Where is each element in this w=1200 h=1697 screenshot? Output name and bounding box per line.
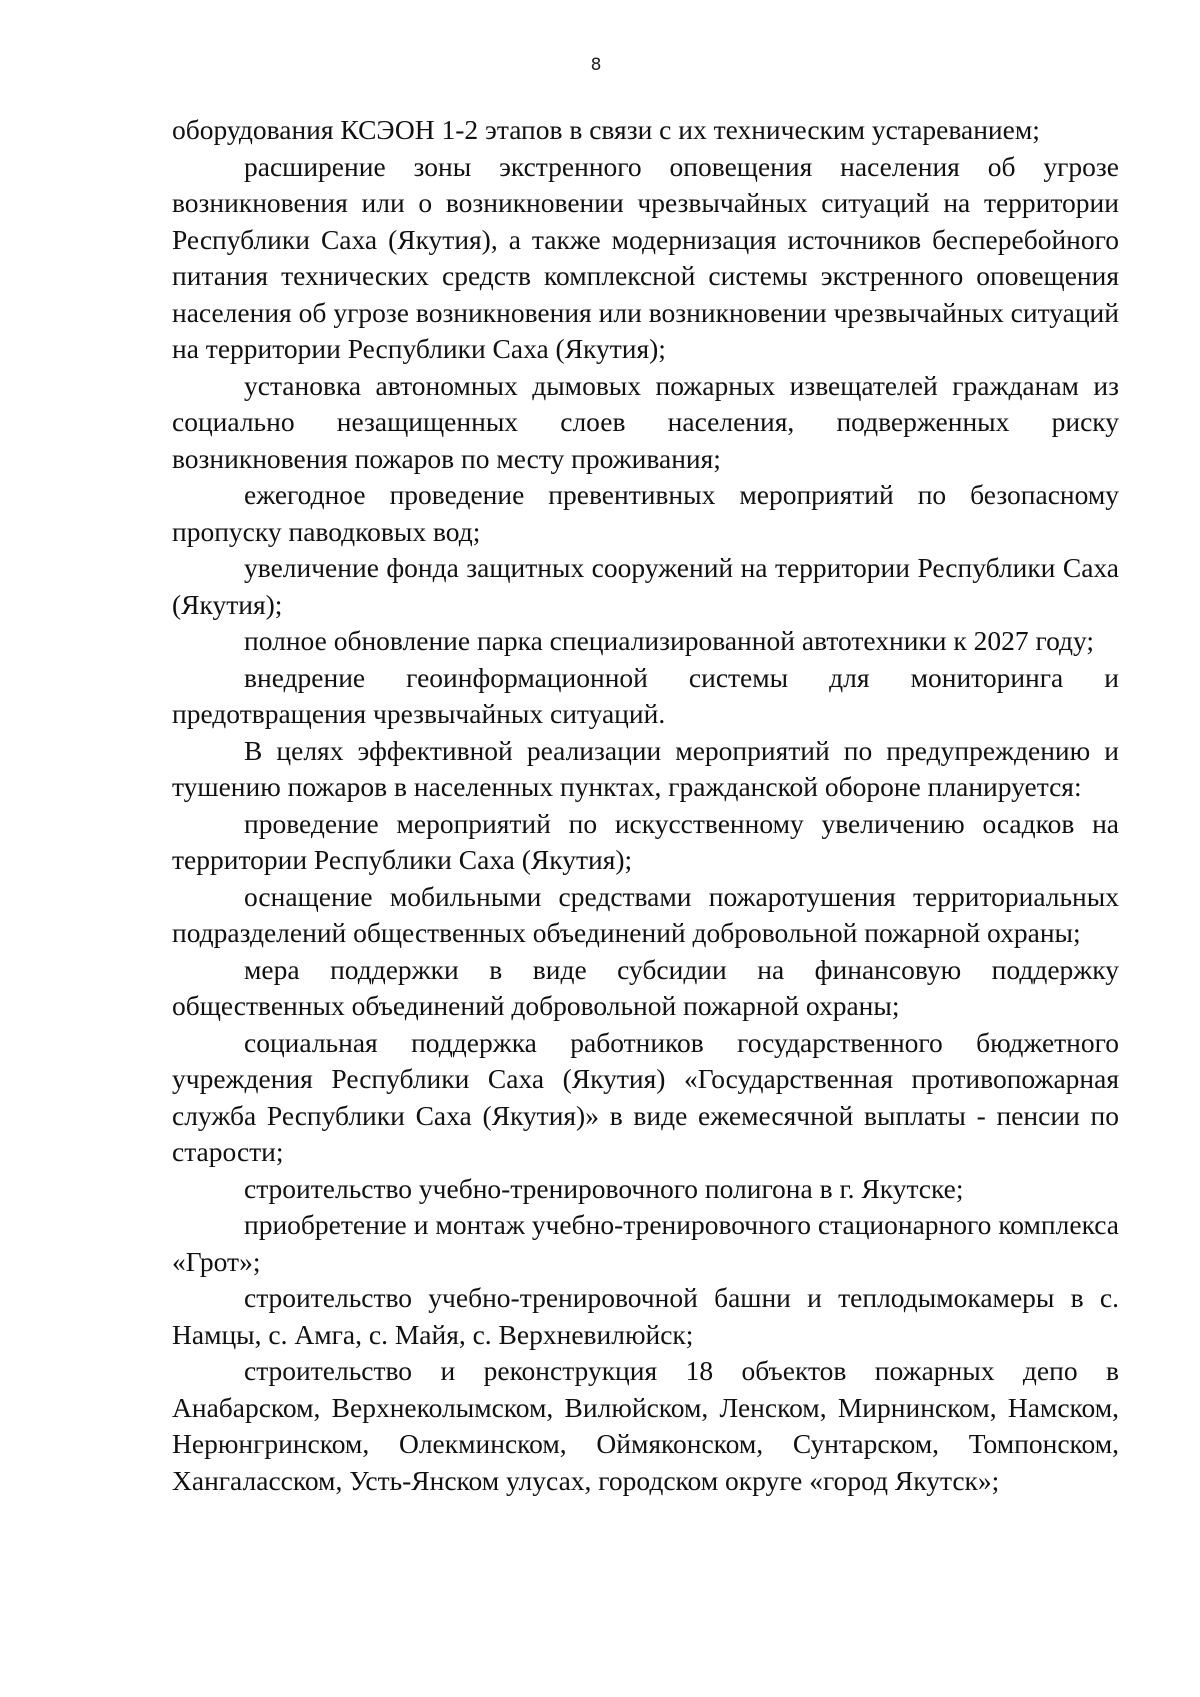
paragraph: проведение мероприятий по искусственному увеличению осадков на территории Республики Саха (Якутия);	[172, 807, 1119, 875]
paragraph: установка автономных дымовых пожарных извещателей гражданам из социально незащищенных слоев населения, подверженных риску возникновения пожаров по месту проживания;	[172, 369, 1119, 474]
paragraph: ежегодное проведение превентивных мероприятий по безопасному пропуску паводковых вод;	[172, 479, 1119, 547]
paragraph: приобретение и монтаж учебно-тренировочного стационарного комплекса «Грот»;	[172, 1209, 1119, 1277]
paragraph: В целях эффективной реализации мероприятий по предупреждению и тушению пожаров в населенных пунктах, гражданской обороне планируется:	[172, 734, 1119, 802]
paragraph: мера поддержки в виде субсидии на финансовую поддержку общественных объединений добровольной пожарной охраны;	[172, 953, 1119, 1021]
paragraph: полное обновление парка специализированной автотехники к 2027 году;	[244, 625, 1095, 656]
page-number: 8	[590, 55, 602, 75]
paragraph: оснащение мобильными средствами пожаротушения территориальных подразделений общественных объединений добровольной пожарной охраны;	[172, 880, 1119, 948]
paragraph: расширение зоны экстренного оповещения населения об угрозе возникновения или о возникновении чрезвычайных ситуаций на территории Республики Саха (Якутия), а также модернизация источников бесперебойного питания технических средств комплексной системы экстренного оповещения населения об угрозе возникновения или возникновении чрезвычайных ситуаций на территории Республики Саха (Якутия);	[172, 150, 1119, 364]
paragraph: строительство учебно-тренировочного полигона в г. Якутске;	[244, 1172, 964, 1204]
document-body	[172, 112, 1119, 1499]
paragraph: увеличение фонда защитных сооружений на территории Республики Саха (Якутия);	[172, 552, 1119, 620]
paragraph: строительство учебно-тренировочной башни и теплодымокамеры в с. Намцы, с. Амга, с. Майя, с. Верхневилюйск;	[172, 1282, 1119, 1350]
paragraph: внедрение геоинформационной системы для мониторинга и предотвращения чрезвычайных ситуаций.	[172, 661, 1119, 729]
paragraph: строительство и реконструкция 18 объектов пожарных депо в Анабарском, Верхнеколымском, Вилюйском, Ленском, Мирнинском, Намском, Нерюнгринском, Олекминском, Оймяконском, Сунтарском, Томпонском, Хангаласском, Усть-Янском улусах, городском округе «город Якутск»;	[172, 1355, 1119, 1496]
paragraph-continuation: оборудования КСЭОН 1-2 этапов в связи с их техническим устареванием;	[172, 114, 1040, 145]
paragraph: социальная поддержка работников государственного бюджетного учреждения Республики Саха (Якутия) «Государственная противопожарная служба Республики Саха (Якутия)» в виде ежемесячной выплаты - пенсии по старости;	[172, 1026, 1119, 1167]
